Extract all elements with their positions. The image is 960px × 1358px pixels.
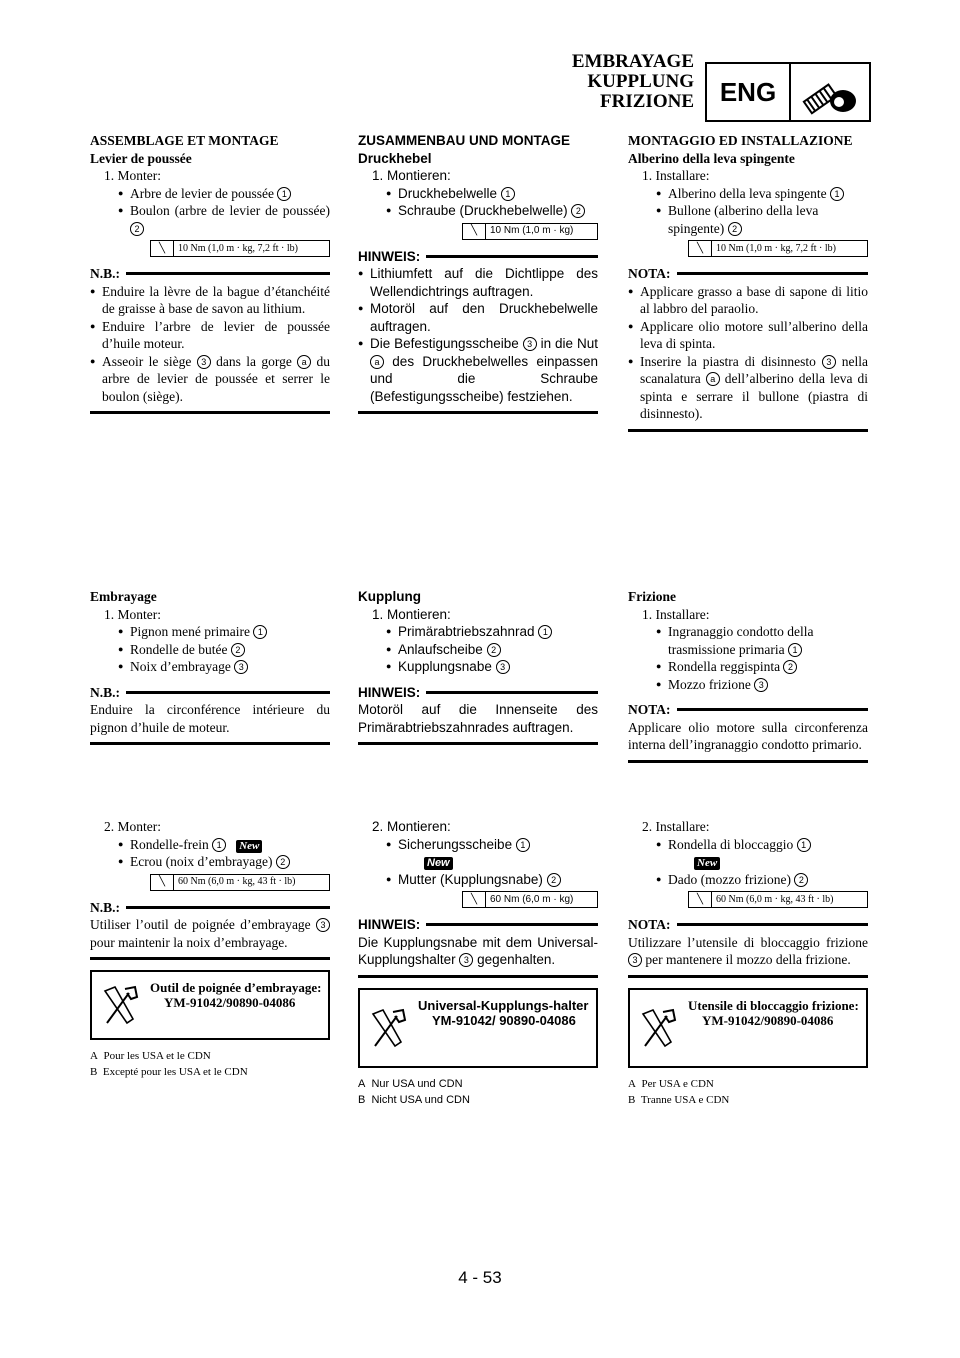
page-number: 4 - 53: [458, 1268, 502, 1287]
fr-footnotes: A Pour les USA et le CDN B Excepté pour les USA et le CDN: [90, 1050, 248, 1078]
it-s2-item1: ● Ingranaggio condotto della trasmissione primaria 1: [628, 623, 868, 658]
fr-s2-end-rule: [90, 742, 330, 745]
fr-s1-end-rule: [90, 411, 330, 414]
fr-s3-note-text: Utiliser l’outil de poignée d’embrayage 3 pour maintenir la noix d’embrayage.: [90, 916, 330, 951]
fr-s1-note3: ● Asseoir le siège 3 dans la gorge a du arbre de levier de poussée et serrer le boulon (siège).: [90, 353, 330, 406]
de-s1-note-heading: HINWEIS:: [358, 248, 598, 266]
it-s1-note-heading: NOTA:: [628, 265, 868, 283]
de-s2-item2: ● Anlaufscheibe 2: [358, 641, 598, 659]
fr-s1-torque: ╲ 10 Nm (1,0 m · kg, 7,2 ft · lb): [150, 240, 330, 257]
it-s1-note3: ● Inserire la piastra di disinnesto 3 nella scanalatura a dell’alberino della leva di spinta e serrare il bullone (piastra di disinnesto).: [628, 353, 868, 423]
it-s3-torque: ╲ 60 Nm (6,0 m · kg, 43 ft · lb): [688, 891, 868, 908]
fr-s2-item2: ● Rondelle de butée 2: [90, 641, 330, 659]
eng-label: ENG: [707, 64, 791, 120]
fr-s3-note-heading: N.B.:: [90, 899, 330, 917]
column-it: [628, 132, 868, 432]
engine-gear-icon: [791, 64, 869, 120]
title-fr: EMBRAYAGE: [571, 51, 694, 72]
wrench-icon: ╲: [151, 241, 174, 256]
de-tool-number: YM-91042/ 90890-04086: [432, 1012, 576, 1028]
column-fr-s3: [90, 818, 330, 1080]
fr-s2-item1: ● Pignon mené primaire 1: [90, 623, 330, 641]
de-s2-item1: ● Primärabtriebszahnrad 1: [358, 623, 598, 641]
it-s2-item2: ● Rondella reggispinta 2: [628, 658, 868, 676]
it-s3-note-text: Utilizzare l’utensile di bloccaggio frizione 3 per mantenere il mozzo della frizione.: [628, 934, 868, 967]
fr-s1-note1: ● Enduire la lèvre de la bague d’étanchéité de graisse à base de savon au lithium.: [90, 283, 330, 318]
de-s2-step: 1. Montieren:: [372, 606, 451, 622]
it-s2-end-rule: [628, 760, 868, 763]
it-s3-step: 2. Installare:: [642, 819, 710, 834]
it-s3-item2: ● Dado (mozzo frizione) 2: [628, 871, 868, 889]
de-s3-note-text: Die Kupplungsnabe mit dem Universal-Kupplungshalter 3 gegenhalten.: [358, 934, 598, 967]
column-fr: [90, 132, 330, 414]
tool-icon: [630, 990, 688, 1066]
fr-s1-step: 1. Monter:: [104, 168, 161, 183]
wrench-icon: ╲: [689, 241, 712, 256]
wrench-icon: ╲: [689, 892, 712, 907]
fr-s3-step: 2. Monter:: [104, 819, 161, 834]
de-s1-note1: ● Lithiumfett auf die Dichtlippe des Wellendichtrings auftragen.: [358, 265, 598, 300]
it-s1-sub: Alberino della leva spingente: [628, 150, 795, 166]
it-s1-note1: ● Applicare grasso a base di sapone di litio al labbro del paraolio.: [628, 283, 868, 318]
it-s1-note2: ● Applicare olio motore sull’alberino della leva di spinta.: [628, 318, 868, 353]
it-s2-item3: ● Mozzo frizione 3: [628, 676, 868, 694]
it-s3-end-rule: [628, 975, 868, 978]
de-s2-note-heading: HINWEIS:: [358, 684, 598, 702]
de-s1-item1: ● Druckhebelwelle 1: [358, 185, 598, 203]
column-fr-s2: [90, 588, 330, 745]
fr-s2-item3: ● Noix d’embrayage 3: [90, 658, 330, 676]
de-s2-end-rule: [358, 742, 598, 745]
fr-s3-torque: ╲ 60 Nm (6,0 m · kg, 43 ft · lb): [150, 874, 330, 891]
fr-s2-note-text: Enduire la circonférence intérieure du pignon d’huile de moteur.: [90, 702, 330, 735]
title-de: KUPPLUNG: [587, 71, 694, 92]
de-s2-title: Kupplung: [358, 589, 421, 604]
section-badge: [705, 62, 871, 122]
fr-s1-note2: ● Enduire l’arbre de levier de poussée d’huile moteur.: [90, 318, 330, 353]
de-s1-note3: ● Die Befestigungsscheibe 3 in die Nut a des Druckhebelwelles einpassen und die Schraube (Befestigungsscheibe) festziehen.: [358, 335, 598, 405]
it-s1-item1: ● Alberino della leva spingente 1: [628, 185, 868, 203]
fr-s2-note-heading: N.B.:: [90, 684, 330, 702]
de-s2-note-text: Motoröl auf die Innenseite des Primärabtriebszahnrades auftragen.: [358, 702, 598, 735]
de-footnotes: A Nur USA und CDN B Nicht USA und CDN: [358, 1077, 470, 1106]
de-s3-step: 2. Montieren:: [372, 819, 451, 834]
de-special-tool-box: [358, 988, 598, 1068]
it-s3-note-heading: NOTA:: [628, 916, 868, 934]
it-footnotes: A Per USA e CDN B Tranne USA e CDN: [628, 1077, 730, 1106]
de-s3-item2: ● Mutter (Kupplungsnabe) 2: [358, 871, 598, 889]
fr-s1-item1: ● Arbre de levier de poussée 1: [90, 185, 330, 203]
fr-tool-number: YM-91042/90890-04086: [164, 995, 296, 1010]
wrench-icon: ╲: [463, 224, 486, 239]
it-tool-number: YM-91042/90890-04086: [702, 1012, 834, 1028]
fr-s3-item1: ● Rondelle-frein 1 New: [90, 836, 330, 854]
it-s2-step: 1. Installare:: [642, 606, 710, 622]
de-s3-item1: ● Sicherungsscheibe 1: [358, 836, 598, 854]
fr-s2-step: 1. Monter:: [104, 606, 161, 622]
fr-special-tool-box: [90, 970, 330, 1040]
it-s1-title: MONTAGGIO ED INSTALLAZIONE: [628, 133, 853, 148]
it-tool-name: Utensile di bloccaggio frizione:: [688, 997, 859, 1013]
column-de-s3: [358, 818, 598, 1108]
de-s2-item3: ● Kupplungsnabe 3: [358, 658, 598, 676]
wrench-icon: ╲: [151, 875, 174, 890]
de-s1-end-rule: [358, 411, 598, 414]
column-de: [358, 132, 598, 414]
new-part-badge: New: [424, 857, 453, 870]
fr-s2-title: Embrayage: [90, 589, 157, 604]
it-special-tool-box: [628, 988, 868, 1068]
column-it-s3: [628, 818, 868, 1108]
de-s1-sub: Druckhebel: [358, 150, 432, 166]
de-s3-torque: ╲ 60 Nm (6,0 m · kg): [462, 891, 598, 908]
chapter-titles: [572, 52, 694, 112]
it-s2-title: Frizione: [628, 589, 676, 604]
it-s1-end-rule: [628, 429, 868, 432]
new-part-badge: New: [694, 857, 720, 870]
fr-s1-title: ASSEMBLAGE ET MONTAGE: [90, 133, 279, 148]
fr-s1-note-heading: N.B.:: [90, 265, 330, 283]
de-s3-end-rule: [358, 975, 598, 978]
de-s1-step: 1. Montieren:: [372, 168, 451, 183]
de-s1-title: ZUSAMMENBAU UND MONTAGE: [358, 133, 570, 148]
it-s2-note-text: Applicare olio motore sulla circonferenza interna dell’ingranaggio condotto primario.: [628, 719, 868, 752]
it-s3-item1: ● Rondella di bloccaggio 1: [628, 836, 868, 854]
it-s1-torque: ╲ 10 Nm (1,0 m · kg, 7,2 ft · lb): [688, 240, 868, 257]
tool-icon: [92, 972, 150, 1038]
fr-s1-item2: ● Boulon (arbre de levier de poussée) 2: [90, 202, 330, 237]
new-part-badge: New: [236, 840, 262, 853]
tool-icon: [360, 990, 418, 1066]
column-de-s2: [358, 588, 598, 745]
wrench-icon: ╲: [463, 892, 486, 907]
de-s1-item2: ● Schraube (Druckhebelwelle) 2: [358, 202, 598, 220]
de-s3-note-heading: HINWEIS:: [358, 916, 598, 934]
fr-s1-sub: Levier de poussée: [90, 150, 192, 166]
fr-s3-item2: ● Ecrou (noix d’embrayage) 2: [90, 853, 330, 871]
it-s1-item2: ● Bullone (alberino della leva spingente) 2: [628, 202, 868, 237]
de-tool-name: Universal-Kupplungs-halter: [418, 997, 589, 1013]
it-s1-step: 1. Installare:: [642, 168, 710, 183]
de-s1-torque: ╲ 10 Nm (1,0 m · kg): [462, 223, 598, 240]
de-s1-note2: ● Motoröl auf den Druckhebelwelle auftragen.: [358, 300, 598, 335]
fr-s3-end-rule: [90, 957, 330, 960]
column-it-s2: [628, 588, 868, 763]
fr-tool-name: Outil de poignée d’embrayage:: [150, 980, 322, 995]
title-it: FRIZIONE: [600, 91, 694, 112]
it-s2-note-heading: NOTA:: [628, 701, 868, 719]
